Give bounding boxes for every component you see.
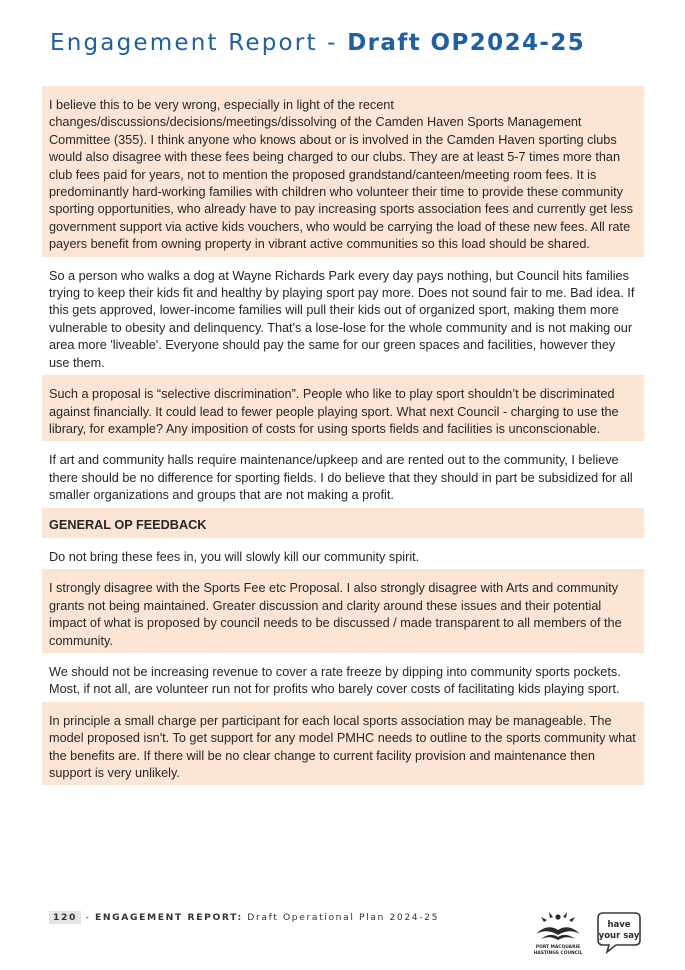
feedback-comment: If art and community halls require maintenance/upkeep and are rented out to the community, I believe there should be no difference for sporting fields. I do believe that they should in part be subsidized for all smaller organizations and groups that are not making a profit. — [49, 453, 633, 503]
feedback-comment: I strongly disagree with the Sports Fee etc Proposal. I also strongly disagree with Arts and community grants not being maintained. Greater discussion and clarity around these issues and their potential impact of what is proposed by council needs to be discussed / made transparent to all members of the community. — [42, 569, 644, 653]
feedback-comment: Do not bring these fees in, you will slowly kill our community spirit. — [49, 549, 420, 564]
have-your-say-logo — [596, 910, 642, 954]
feedback-comment: I believe this to be very wrong, especially in light of the recent changes/discussions/decisions/meetings/dissolving of the Camden Haven Sports Management Committee (355). I think anyone who knows about or is involved in the Camden Haven sporting clubs would also disagree with these fees being charged to our clubs. They are at least 5-7 times more than club fees paid for years, not to mention the proposed grandstand/canteen/meeting room fees. It is predominantly hard-working families with children who volunteer their time to provide these community sporting opportunities, who already have to pay increasing sports association fees and currently get less government support via active kids vouchers, who would be carrying the load of these new fees. All rate payers benefit from owning property in vibrant active communities so this load should be shared. — [42, 86, 644, 257]
title-light: Engagement Report - — [50, 30, 348, 56]
footer-report-label: ENGAGEMENT REPORT: — [94, 912, 243, 923]
footer-plan-label: Draft Operational Plan 2024-25 — [242, 912, 440, 923]
council-logo — [527, 908, 589, 958]
svg-text:your say: your say — [598, 931, 640, 941]
page-number: 120 — [49, 911, 81, 924]
feedback-comment: So a person who walks a dog at Wayne Richards Park every day pays nothing, but Council hits families trying to keep their kids fit and healthy by playing sport pay more. Does not sound fair to me. Bad idea. If this gets approved, lower-income families will pull their kids out of organized sport, making them more vulnerable to obesity and delinquency. That's a lose-lose for the whole community and is not making our area more 'liveable'. Everyone should pay the same for our green spaces and facilities, however they use them. — [49, 268, 635, 370]
page-footer — [49, 912, 439, 923]
svg-text:HASTINGS COUNCIL: HASTINGS COUNCIL — [533, 951, 583, 956]
svg-text:have: have — [607, 920, 631, 930]
title-bold: Draft OP2024-25 — [347, 30, 586, 56]
footer-separator: - — [80, 912, 95, 923]
feedback-comment: Such a proposal is “selective discrimination”. People who like to play sport shouldn’t be discriminated against financially. It could lead to fewer people playing sport. What next Council - charging to use the library, for example? Any imposition of costs for using sports fields and facilities is unconscionable. — [42, 375, 644, 441]
section-heading: GENERAL OP FEEDBACK — [42, 508, 644, 538]
feedback-list — [42, 86, 644, 785]
svg-text:PORT MACQUARIE: PORT MACQUARIE — [535, 945, 581, 950]
page-title — [50, 30, 585, 56]
feedback-comment: In principle a small charge per participant for each local sports association may be manageable. The model proposed isn't. To get support for any model PMHC needs to outline to the sports community what the benefits are. If there will be no clear change to current facility provision and maintenance then support is very unlikely. — [42, 702, 644, 786]
feedback-comment: We should not be increasing revenue to cover a rate freeze by dipping into community sports pockets. Most, if not all, are volunteer run not for profits who barely cover costs of facilitating kids playing sport. — [49, 664, 621, 697]
